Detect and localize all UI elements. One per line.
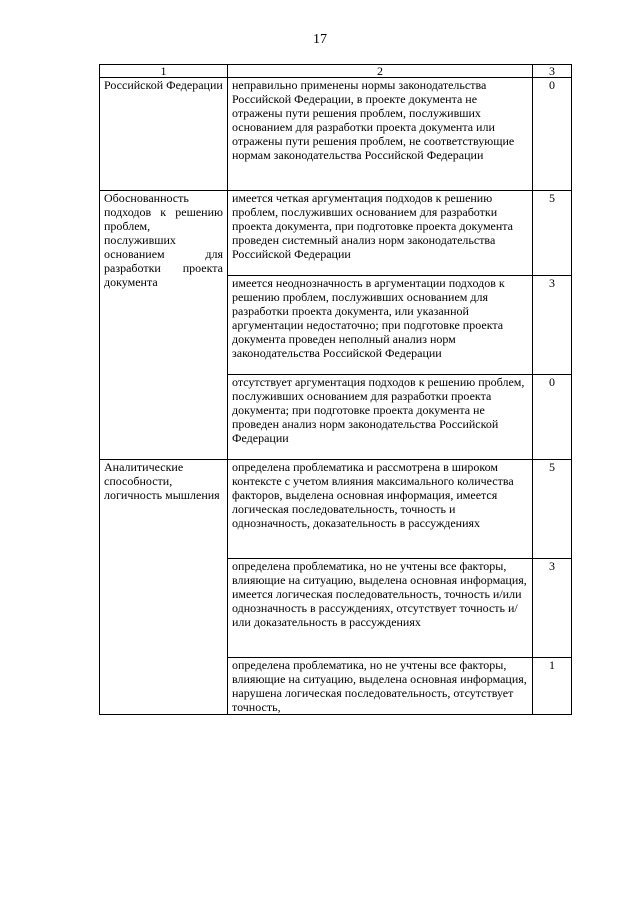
description-cell: неправильно применены нормы законодательства Российской Федерации, в проекте документа не отражены пути решения проблем, послуживших основанием для разработки проекта документа или отражены пути решения проблем, не соответствующие нормам законодательства Российской Федерации bbox=[228, 78, 533, 191]
score-cell: 1 bbox=[533, 658, 572, 715]
table-header-row bbox=[100, 65, 572, 78]
header-col-3: 3 bbox=[533, 65, 572, 78]
criterion-cell: Обоснованность подходов к решению проблем, послуживших основанием для разработки проекта документа bbox=[100, 191, 228, 460]
score-cell: 5 bbox=[533, 191, 572, 276]
description-cell: определена проблематика и рассмотрена в широком контексте с учетом влияния максимального количества факторов, выделена основная информация, имеется логическая последовательность, точность и однозначность, доказательность в рассуждениях bbox=[228, 460, 533, 559]
description-cell: имеется неоднозначность в аргументации подходов к решению проблем, послуживших основанием для разработки проекта документа, или указанной аргументации недостаточно; при подготовке проекта документа проведен неполный анализ норм законодательства Российской Федерации bbox=[228, 276, 533, 375]
score-cell: 5 bbox=[533, 460, 572, 559]
table-row bbox=[100, 191, 572, 276]
header-col-1: 1 bbox=[100, 65, 228, 78]
page-number: 17 bbox=[313, 32, 327, 47]
description-cell: определена проблематика, но не учтены все факторы, влияющие на ситуацию, выделена основная информация, нарушена логическая последовательность, отсутствует точность, bbox=[228, 658, 533, 715]
score-cell: 0 bbox=[533, 375, 572, 460]
table-row bbox=[100, 460, 572, 559]
evaluation-criteria-table bbox=[99, 64, 572, 715]
header-col-2: 2 bbox=[228, 65, 533, 78]
criterion-cell: Аналитические способности, логичность мышления bbox=[100, 460, 228, 715]
table-row bbox=[100, 78, 572, 191]
score-cell: 0 bbox=[533, 78, 572, 191]
description-cell: имеется четкая аргументация подходов к решению проблем, послуживших основанием для разработки проекта документа, при подготовке проекта документа проведен системный анализ норм законодательства Российской Федерации bbox=[228, 191, 533, 276]
criterion-cell: Российской Федерации bbox=[100, 78, 228, 191]
description-cell: отсутствует аргументация подходов к решению проблем, послуживших основанием для разработки проекта документа; при подготовке проекта документа не проведен анализ норм законодательства Российской Федерации bbox=[228, 375, 533, 460]
score-cell: 3 bbox=[533, 276, 572, 375]
description-cell: определена проблематика, но не учтены все факторы, влияющие на ситуацию, выделена основная информация, имеется логическая последовательность, точность и/или однозначность в рассуждениях, отсутствует точность и/или доказательность в рассуждениях bbox=[228, 559, 533, 658]
score-cell: 3 bbox=[533, 559, 572, 658]
